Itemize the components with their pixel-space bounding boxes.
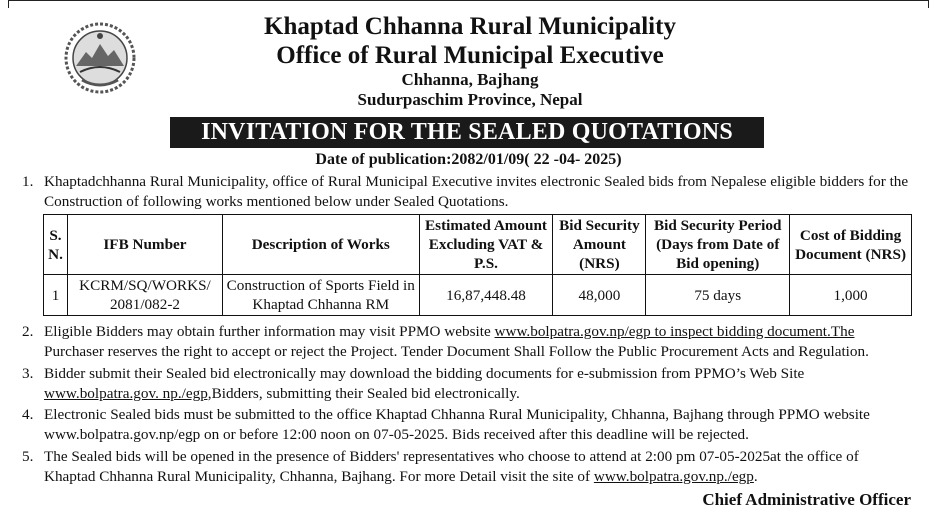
clause-text-part: Purchaser reserves the right to accept or reject the Project. Tender Document Shall Follow the Public Procurement Acts and Regulation.	[44, 342, 869, 360]
clause-number: 3.	[22, 365, 34, 382]
top-border	[8, 0, 929, 1]
clause-text-part: The Sealed bids will be opened in the presence of Bidders' representatives who choose to attend at 2:00 pm 07-05-2025at the office of Khaptad Chhanna Rural Municipality, Chhanna, Bajhang. For more Detail visit the site of	[44, 448, 859, 485]
notice-title-banner: INVITATION FOR THE SEALED QUOTATIONS	[170, 117, 764, 148]
clause-text	[44, 364, 912, 403]
ppmo-website-link[interactable]: www.bolpatra.gov.np/egp to inspect bidding document.The	[494, 323, 855, 340]
left-border	[8, 0, 9, 8]
signatory-title: Chief Administrative Officer	[702, 490, 911, 509]
cell-estimated-amount: 16,87,448.48	[419, 275, 553, 316]
clause-text: Khaptadchhanna Rural Municipality, office of Rural Municipal Executive invites electronic Sealed bids from Nepalese eligible bidders for the Construction of following works mentioned below under Sealed Quotations.	[44, 173, 909, 210]
cell-description: Construction of Sports Field in Khaptad Chhanna RM	[222, 275, 419, 316]
header-sn: S. N.	[44, 215, 68, 275]
cell-bid-security-amount: 48,000	[553, 275, 646, 316]
nepal-government-emblem-icon	[62, 20, 138, 96]
clause-text-part: Bidders, submitting their Sealed bid electronically.	[211, 384, 520, 402]
header-description: Description of Works	[222, 215, 419, 275]
cell-bidding-document-cost: 1,000	[790, 275, 912, 316]
clause-1	[22, 172, 912, 211]
clause-text-part: Bidder submit their Sealed bid electronically may download the bidding documents for e-submission from PPMO’s Web Site	[44, 365, 805, 382]
publication-date: Date of publication:2082/01/09( 22 -04- 2025)	[315, 151, 622, 168]
clause-text: Electronic Sealed bids must be submitted to the office Khaptad Chhanna Rural Municipality, Chhanna, Bajhang through PPMO website www.bolpatra.gov.np/egp on or before 12:00 noon on 07-05-2025. Bids received after this deadline will be rejected.	[44, 406, 870, 443]
cell-sn: 1	[44, 275, 68, 316]
cell-bid-security-period: 75 days	[646, 275, 790, 316]
letterhead	[170, 12, 770, 110]
clause-3	[22, 364, 912, 403]
clause-number: 5.	[22, 448, 34, 465]
clause-2	[22, 322, 912, 361]
office-province: Sudurpaschim Province, Nepal	[357, 90, 583, 109]
cell-ifb-number: KCRM/SQ/WORKS/ 2081/082-2	[67, 275, 222, 316]
clause-number: 4.	[22, 406, 34, 423]
municipality-name: Khaptad Chhanna Rural Municipality	[264, 13, 676, 40]
office-location: Chhanna, Bajhang	[401, 70, 539, 89]
header-ifb-number: IFB Number	[67, 215, 222, 275]
clause-4	[22, 405, 912, 444]
clause-5	[22, 447, 912, 486]
clause-text	[44, 322, 912, 361]
clause-text	[44, 447, 912, 486]
ppmo-website-link[interactable]: www.bolpatra.gov. np./egp,	[44, 384, 212, 402]
clause-text-part: Eligible Bidders may obtain further information may visit PPMO website	[44, 323, 495, 340]
right-border	[928, 0, 929, 8]
clause-text-part: .	[753, 467, 758, 485]
header-bidding-document-cost: Cost of Bidding Document (NRS)	[790, 215, 912, 275]
clause-number: 1.	[22, 173, 34, 190]
ppmo-website-link[interactable]: www.bolpatra.gov.np./egp	[593, 467, 754, 485]
header-bid-security-period: Bid Security Period (Days from Date of Bid opening)	[646, 215, 790, 275]
office-name: Office of Rural Municipal Executive	[276, 42, 664, 69]
header-bid-security-amount: Bid Security Amount (NRS)	[553, 215, 646, 275]
clause-number: 2.	[22, 323, 34, 340]
table-header-row	[44, 215, 912, 275]
header-estimated-amount: Estimated Amount Excluding VAT & P.S.	[419, 215, 553, 275]
ifb-table	[43, 214, 912, 316]
table-row	[44, 275, 912, 316]
